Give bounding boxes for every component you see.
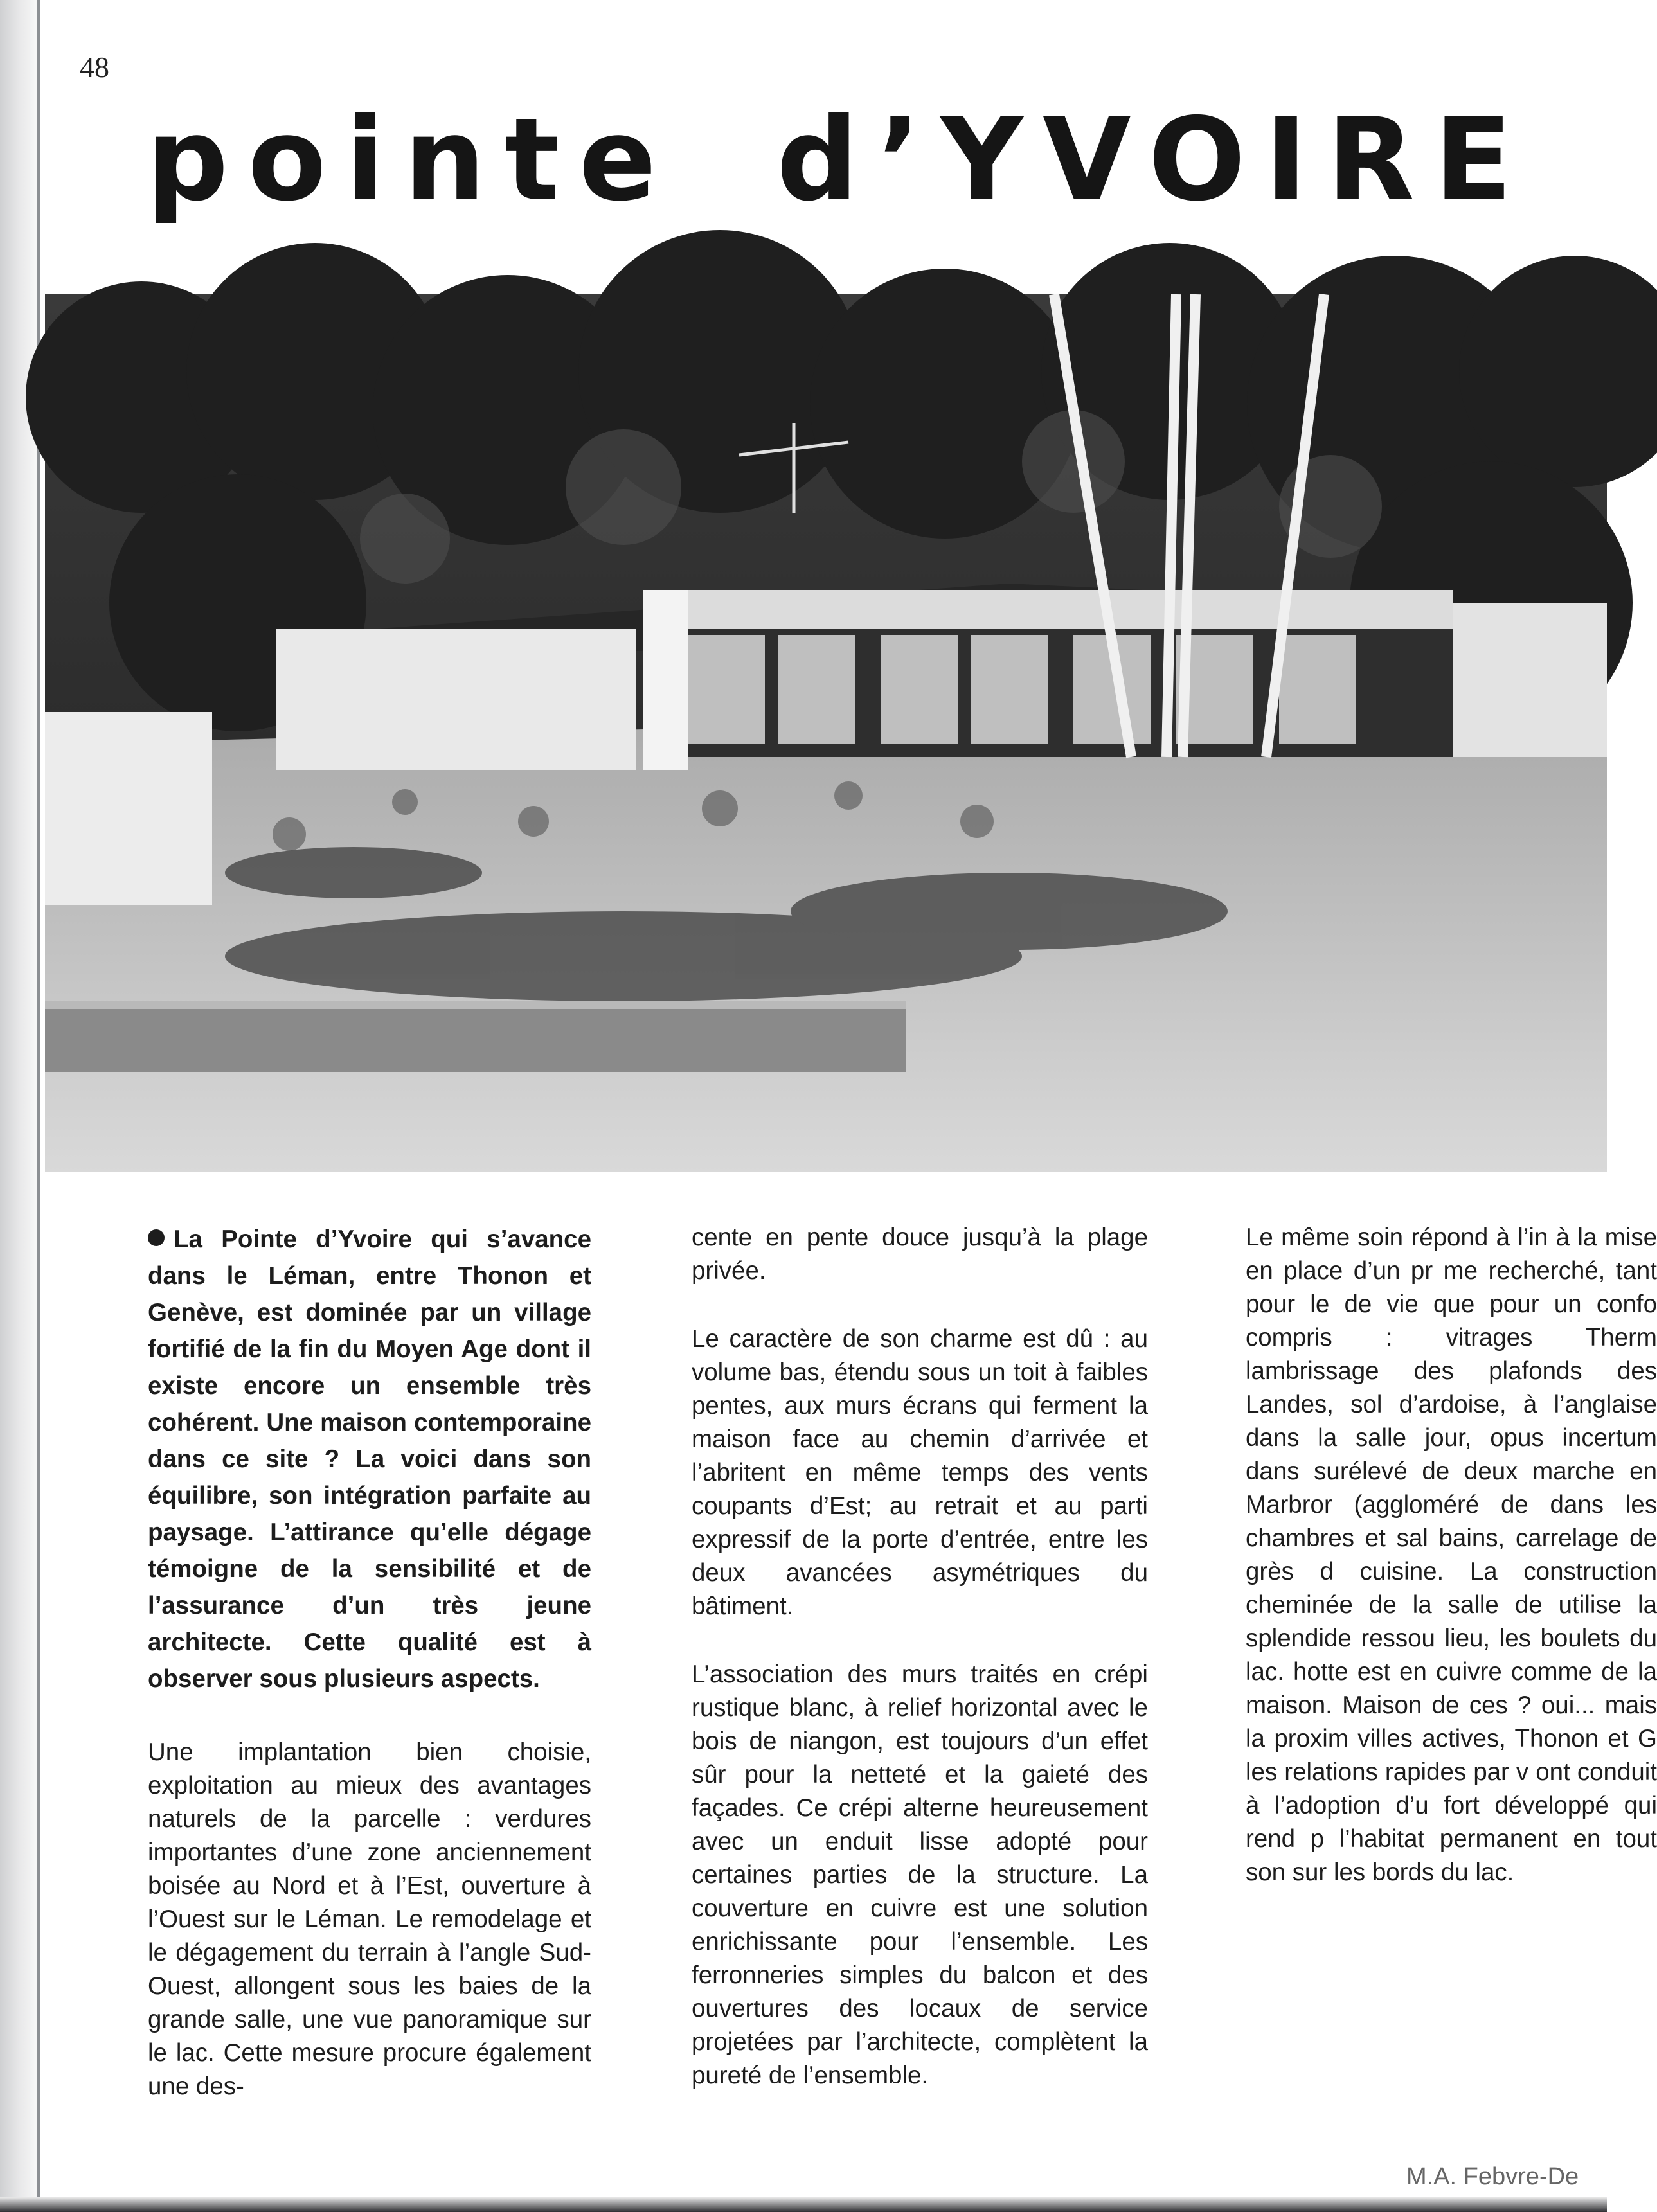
- article-title-part1: pointe: [147, 93, 676, 226]
- paragraph-implantation: Une implantation bien choisie, exploitation au mieux des avantages naturels de la parcelle : verdures importantes d’une zone anciennement boisée au Nord et à l’Est, ouverture à l’Ouest sur le Léman. Le remodelage et le dégagement du terrain à l’angle Sud-Ouest, allongent sous les baies de la grande salle, une vue panoramique sur le lac. Cette mesure procure également une des-: [148, 1738, 591, 2100]
- author-signature: M.A. Febvre-De: [1406, 2163, 1579, 2190]
- paragraph-finitions: Le même soin répond à l’in à la mise en place d’un pr me recherché, tant pour le de vie que pour un confo compris : vitrages Therm lambrissage des plafonds des Landes, sol d’ardoise, à l’anglaise dans la salle jour, opus incertum dans surélevé de deux marche en Marbror (aggloméré de dans les chambres et sal bains, carrelage de grès d cuisine. La construction cheminée de la salle de utilise la splendide ressou lieu, les boulets du lac. hotte est en cuivre comme de la maison. Maison de ces ? oui... mais la proxim villes actives, Thonon et G les relations rapides par v ont conduit à l’adoption d’u fort développé qui rend p l’habitat permanent en tout son sur les bords du lac.: [1246, 1224, 1657, 1886]
- article-lead-text: La Pointe d’Yvoire qui s’avance dans le Léman, entre Thonon et Genève, est dominée par un village fortifié de la fin du Moyen Age dont il existe encore un ensemble très cohérent. Une maison contemporaine dans ce site ? La voici dans son équilibre, son intégration parfaite au paysage. L’attirance qu’elle dégage témoigne de la sensibilité et de l’assurance d’un très jeune architecte. Cette qualité est à observer sous plusieurs aspects.: [148, 1226, 591, 1693]
- article-title-part2: d’YVOIRE: [776, 93, 1532, 226]
- article-column-1: [148, 1221, 591, 2103]
- house-left-wall: [276, 629, 636, 770]
- house-photo: [45, 294, 1607, 1172]
- page-bottom-edge: [0, 2197, 1607, 2212]
- article-lead: [148, 1221, 591, 1697]
- article-column-2: [692, 1221, 1148, 2092]
- paragraph-charme: Le caractère de son charme est dû : au volume bas, étendu sous un toit à faibles pentes, aux murs écrans qui ferment la maison face au chemin d’arrivée et l’abritent en même temps des vents coupants d’Est; au retrait et au parti expressif de la porte d’entrée, entre les deux avancées asymétriques du bâtiment.: [692, 1325, 1148, 1620]
- page-gutter: [0, 0, 37, 2212]
- bullet-icon: [148, 1229, 165, 1246]
- paragraph-materiaux: L’association des murs traités en crépi rustique blanc, à relief horizontal avec le bois de niangon, est toujours d’un effet sûr pour la netteté et la gaieté des façades. Ce crépi alterne heureusement avec un enduit lisse adopté pour certaines parties de la structure. La couverture en cuivre est une solution enrichissante pour l’ensemble. Les ferronneries simples du balcon et des ouvertures des locaux de service projetées par l’architecte, complètent la pureté de l’ensemble.: [692, 1661, 1148, 2089]
- page-number: 48: [80, 51, 109, 84]
- paragraph-continuation: cente en pente douce jusqu’à la plage privée.: [692, 1224, 1148, 1285]
- house-front-wall: [662, 590, 1453, 629]
- entrance-pillar: [643, 590, 688, 770]
- retaining-wall: [45, 1001, 906, 1072]
- binding-edge: [37, 0, 40, 2212]
- article-column-3: [1246, 1221, 1657, 1889]
